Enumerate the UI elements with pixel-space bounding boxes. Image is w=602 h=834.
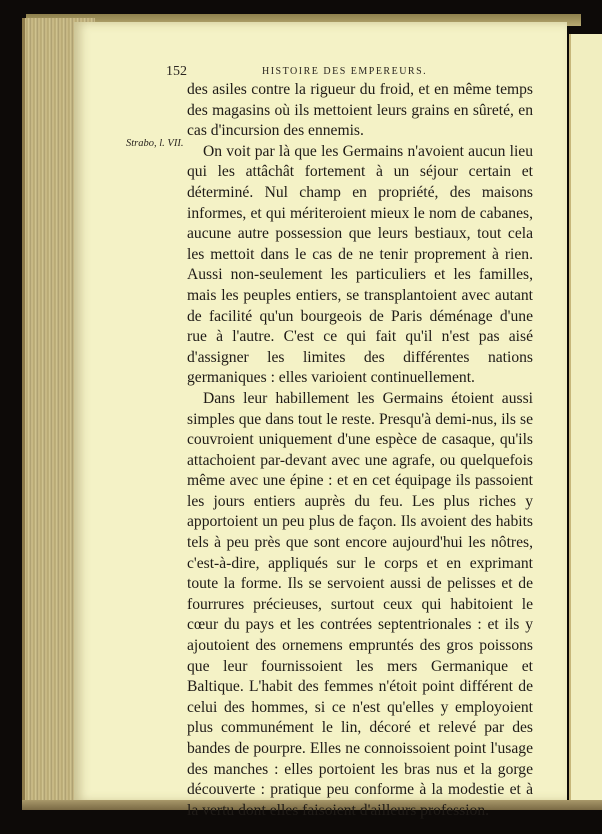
running-head: HISTOIRE DES EMPEREURS. [262,66,428,77]
body-text [187,80,533,821]
paragraph: On voit par là que les Germains n'avoient aucun lieu qui les attâchât fortement à un séjour certain et déterminé. Nul champ en propriété, des maisons informes, et qui mériteroient mieux le nom de cabanes, aucune autre possession que leurs bestiaux, tout cela les mettoit dans le cas de ne tenir proprement à rien. Aussi non-seulement les particuliers et les familles, mais les peuples entiers, se transplantoient avec autant de facilité qu'un bourgeois de Paris déménage d'une rue à l'autre. C'est ce qui fait qu'il n'est pas aisé d'assigner les limites des différentes nations germaniques : elles varioient continuellement. [187,142,533,387]
page-number: 152 [166,64,187,79]
right-page-edge [569,34,602,802]
margin-note: Strabo, l. VII. [126,138,184,149]
paragraph: des asiles contre la rigueur du froid, et en même temps des magasins où ils mettoient leurs grains en sûreté, en cas d'incursion des ennemis. [187,81,533,140]
paragraph: Dans leur habillement les Germains étoient aussi simples que dans tout le reste. Presqu'à demi-nus, ils se couvroient uniquement d'une espèce de casaque, qu'ils attachoient par-devant avec une agrafe, ou quelquefois même avec une épine : et en cet équipage ils passoient les jours entiers auprès du feu. Les plus riches y apportoient un peu plus de façon. Ils avoient des habits tels à peu près que sont encore aujourd'hui les nôtres, c'est-à-dire, appliqués sur le corps et en exprimant toute la forme. Ils se servoient aussi de pelisses et de fourrures précieuses, surtout ceux qui habitoient le cœur du pays et les contrées septentrionales : et ils y ajoutoient des ornemens empruntés des gros poissons que leur fournissoient les mers Germanique et Baltique. L'habit des femmes n'étoit point différent de celui des hommes, si ce n'est qu'elles y employoient plus communément le lin, décoré et relevé par des bandes de pourpre. Elles ne connoissoient point l'usage des manches : elles portoient les bras nus et la gorge découverte : pratique peu conforme à la modestie et à la vertu dont elles faisoient d'ailleurs profession. [187,389,533,819]
